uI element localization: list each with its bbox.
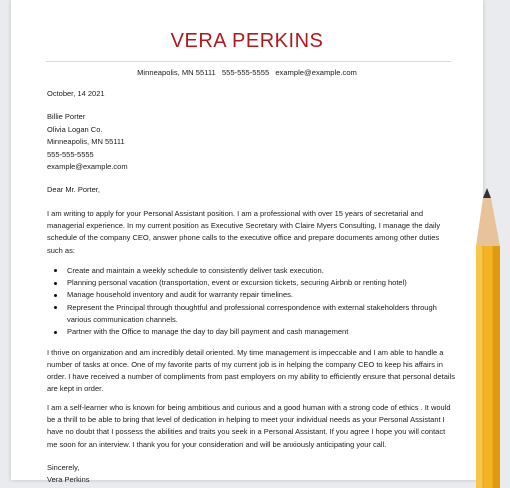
paragraph-intro: I am writing to apply for your Personal Assistant position. I am a professional with over 15 years of secretarial and managerial experience. In my current position as Executive Secretary with Claire Myers Consulting, I manage the daily schedule of the company CEO, answer phone calls to the executive office and prepare documents among other duties such as: xyxy=(47,208,441,255)
letter-body xyxy=(47,88,455,487)
list-item: Create and maintain a weekly schedule to consistently deliver task execution. xyxy=(67,265,455,277)
salutation: Dear Mr. Porter, xyxy=(47,185,100,195)
recipient-block xyxy=(47,111,455,173)
contact-city: Minneapolis, MN 55111 xyxy=(137,68,216,77)
recipient-line: Billie Porter xyxy=(47,112,86,122)
contact-line xyxy=(11,68,483,77)
pencil-icon xyxy=(472,188,504,488)
contact-phone: 555-555-5555 xyxy=(221,68,270,77)
paragraph-organization: I thrive on organization and am incredibly detail oriented. My time management is impeccable and I am able to handle a number of tasks at once. One of my favorite parts of my current job is in helping the company CEO to keep his affairs in order. I have received a number of compliments from past employers on my ability to efficiently ensure that personal details are kept in order. xyxy=(47,347,455,394)
letter-page xyxy=(11,0,483,485)
contact-email: example@example.com xyxy=(275,68,357,77)
list-item: Represent the Principal through thoughtful and professional correspondence with external stakeholders through various communication channels. xyxy=(67,302,455,327)
letter-date: October, 14 2021 xyxy=(47,89,105,98)
signature-name: Vera Perkins xyxy=(47,475,90,485)
recipient-line: example@example.com xyxy=(47,161,128,171)
list-item: Manage household inventory and audit for warranty repair timelines. xyxy=(67,289,455,301)
closing: Sincerely, xyxy=(47,462,80,472)
duties-list xyxy=(47,265,455,339)
applicant-name: VERA PERKINS xyxy=(170,30,324,52)
recipient-line: 555-555-5555 xyxy=(47,149,94,159)
recipient-line: Minneapolis, MN 55111 xyxy=(47,137,125,147)
list-item: Planning personal vacation (transportation, event or excursion tickets, securing Airbnb or renting hotel) xyxy=(67,277,455,289)
recipient-line: Olivia Logan Co. xyxy=(47,124,103,134)
header-divider xyxy=(46,61,451,62)
list-item: Partner with the Office to manage the day to day bill payment and cash management xyxy=(67,326,455,338)
paragraph-closing: I am a self-learner who is known for being ambitious and curious and a good human with a strong code of ethics . It would be a thrill to be able to bring that level of dedication in helping to meet your individual needs as your Personal Assistant I have no doubt that I possess the abilities and traits you seek in a Personal Assistant. If you agree I hope you will contact me soon for an interview. I thank you for your consideration and will be anxiously anticipating your call. xyxy=(47,402,451,449)
